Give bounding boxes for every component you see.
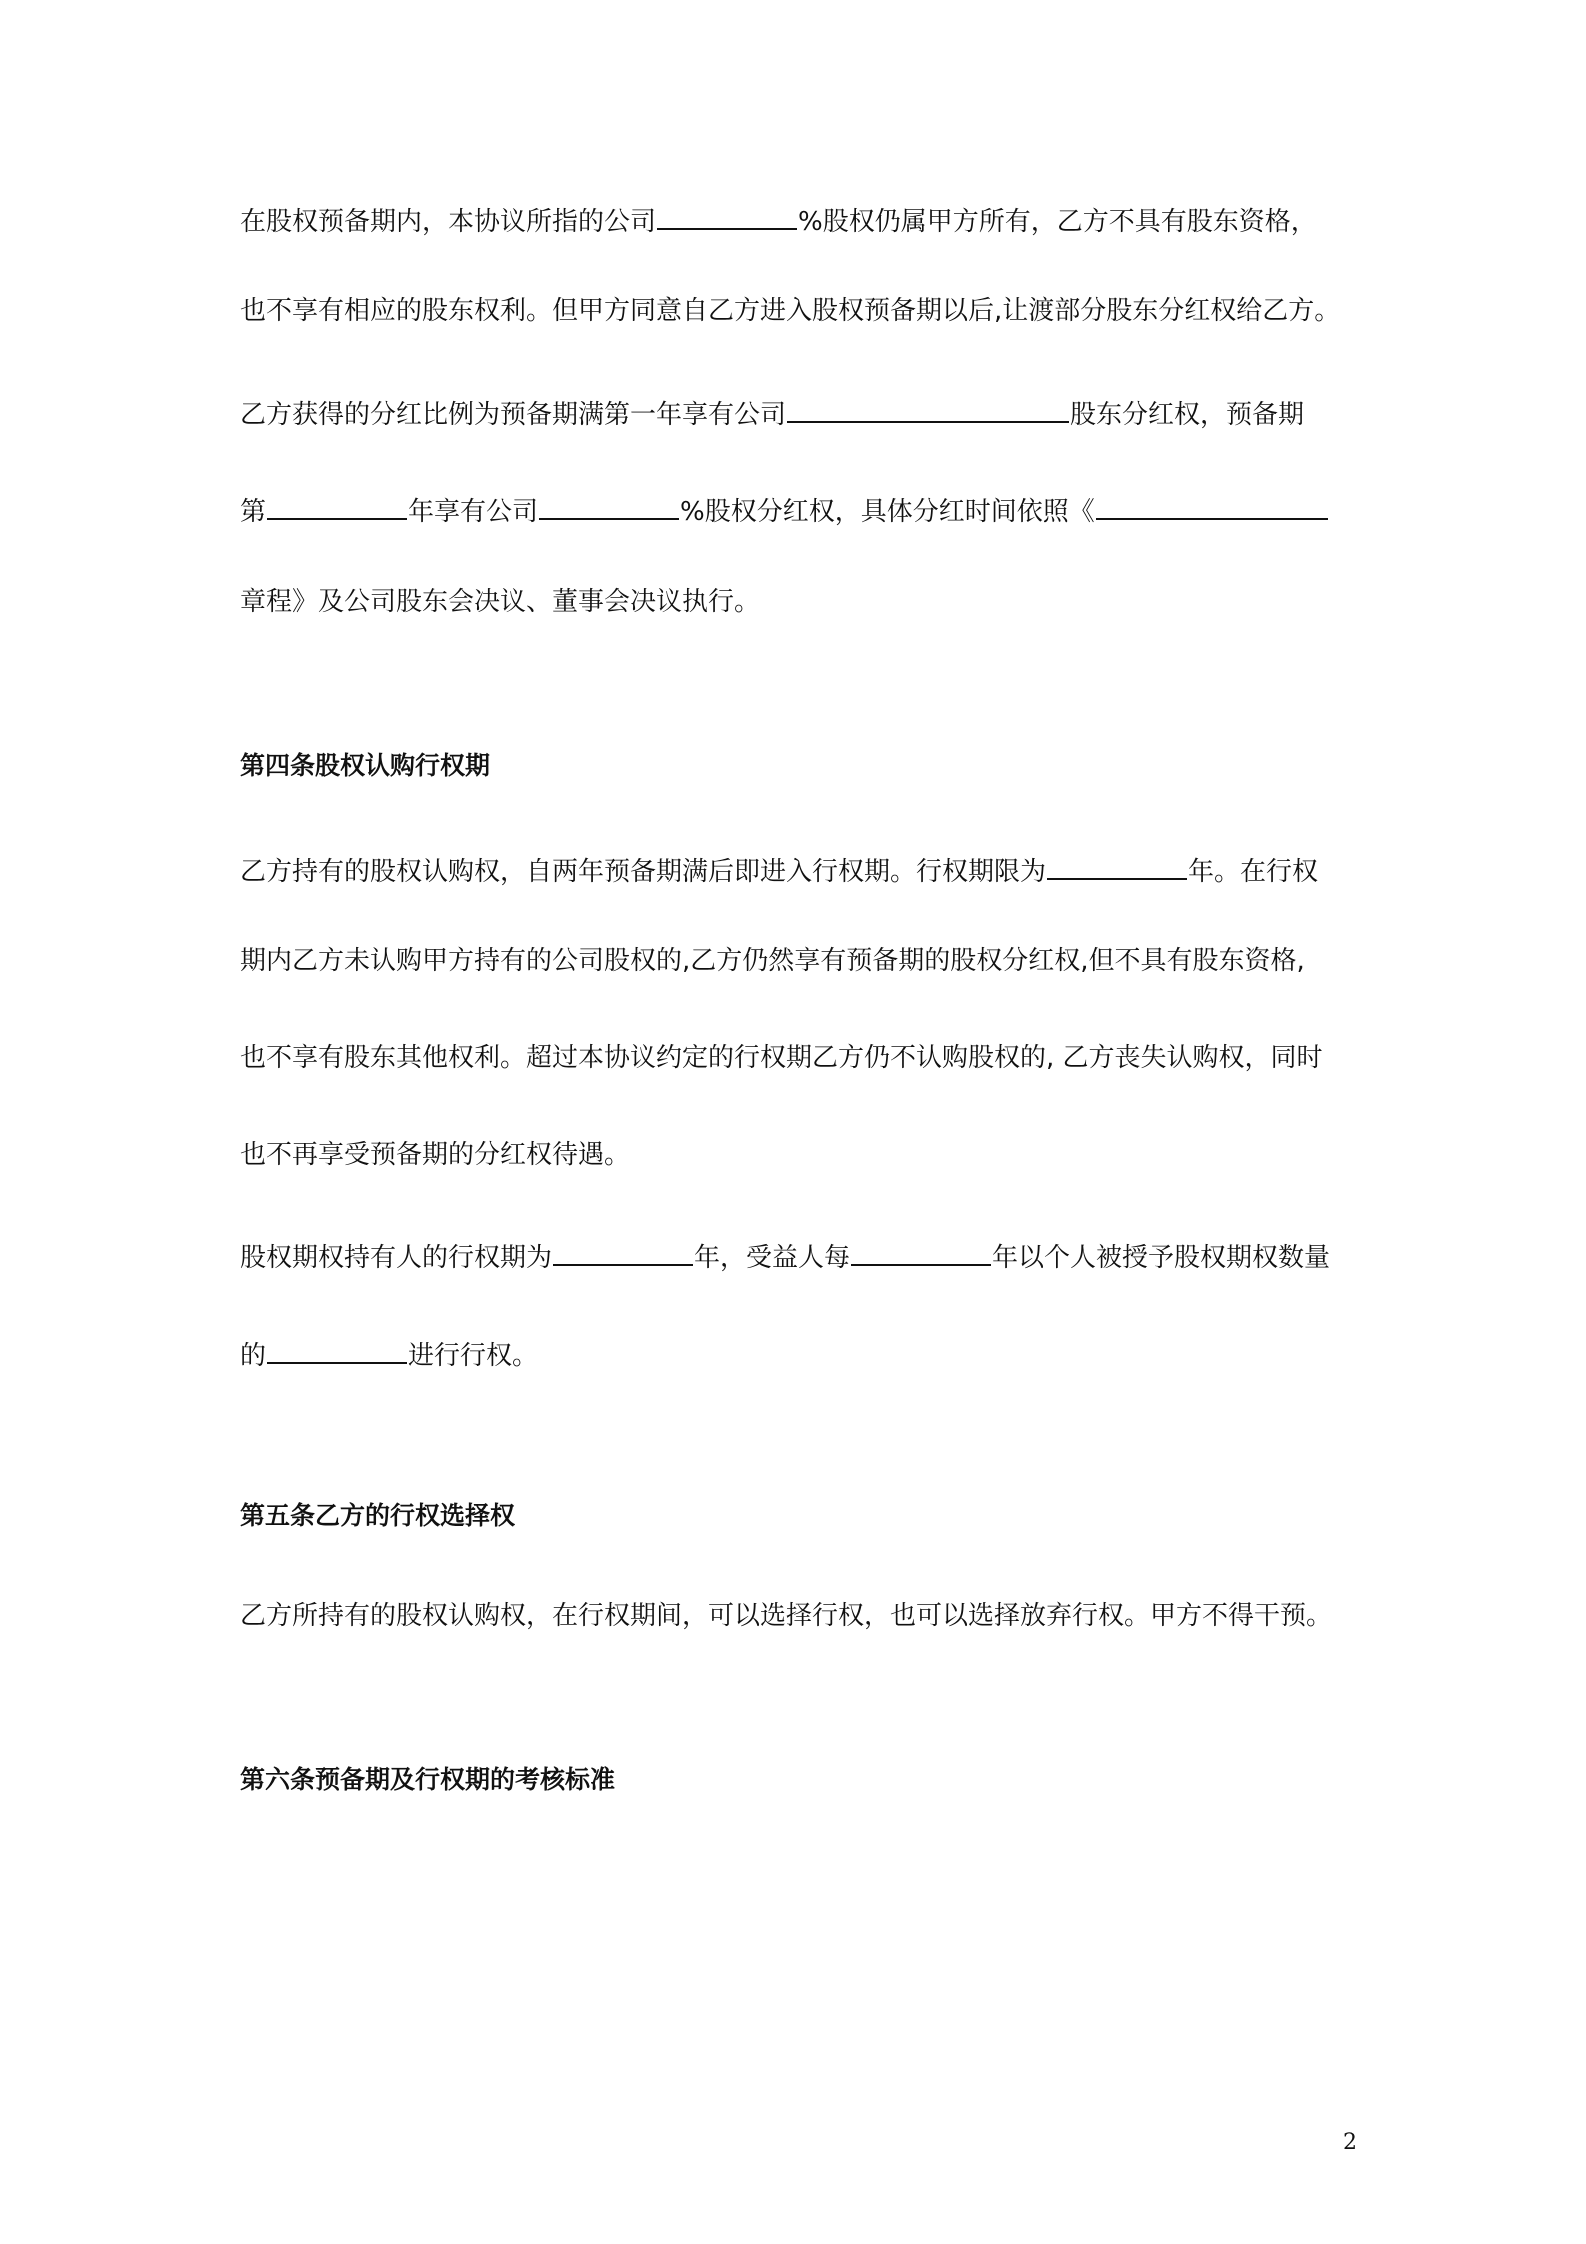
paragraph-line — [240, 1137, 1360, 1173]
text-segment: 股东分红权，预备期 — [1070, 400, 1305, 430]
paragraph-line — [240, 293, 1360, 329]
text-segment: 乙方获得的分红比例为预备期满第一年享有公司 — [240, 400, 787, 430]
fill-blank — [553, 1236, 693, 1266]
section-heading: 第四条股权认购行权期 — [240, 751, 491, 780]
text-segment: %股权分红权，具体分红时间依照《 — [680, 497, 1095, 527]
text-segment: 乙方所持有的股权认购权，在行权期间，可以选择行权，也可以选择放弃行权。甲方不得干预。 — [240, 1601, 1333, 1631]
page-number: 2 — [1343, 2130, 1357, 2155]
paragraph-line — [240, 943, 1360, 979]
paragraph-line — [240, 850, 1360, 890]
text-segment: 股权期权持有人的行权期为 — [240, 1243, 553, 1273]
paragraph-line — [240, 1598, 1360, 1634]
text-segment: 年。在行权 — [1188, 857, 1319, 887]
paragraph-line — [240, 200, 1360, 240]
text-segment: 也不享有股东其他权利。超过本协议约定的行权期乙方仍不认购股权的, 乙方丧失认购权，同时 — [240, 1043, 1323, 1073]
text-segment: 也不享有相应的股东权利。但甲方同意自乙方进入股权预备期以后,让渡部分股东分红权给乙方。 — [240, 296, 1341, 326]
section-heading: 第五条乙方的行权选择权 — [240, 1501, 516, 1530]
fill-blank — [787, 393, 1069, 423]
fill-blank — [851, 1236, 991, 1266]
text-segment: 进行行权。 — [408, 1341, 539, 1371]
text-segment: 期内乙方未认购甲方持有的公司股权的,乙方仍然享有预备期的股权分红权,但不具有股东资格, — [240, 946, 1305, 976]
text-segment: 的 — [240, 1341, 267, 1371]
paragraph-line — [240, 393, 1360, 433]
text-segment: 也不再享受预备期的分红权待遇。 — [240, 1140, 631, 1170]
fill-blank — [1047, 850, 1187, 880]
paragraph-line — [240, 490, 1360, 530]
text-segment: 年以个人被授予股权期权数量 — [992, 1243, 1331, 1273]
fill-blank — [267, 490, 407, 520]
text-segment: 乙方持有的股权认购权，自两年预备期满后即进入行权期。行权期限为 — [240, 857, 1047, 887]
text-segment: 章程》及公司股东会决议、董事会决议执行。 — [240, 587, 761, 617]
text-segment: 年，受益人每 — [694, 1243, 851, 1273]
fill-blank — [1096, 490, 1328, 520]
paragraph-line — [240, 584, 1360, 620]
text-segment: 在股权预备期内，本协议所指的公司 — [240, 207, 657, 237]
section-heading: 第六条预备期及行权期的考核标准 — [240, 1765, 616, 1794]
text-segment: %股权仍属甲方所有，乙方不具有股东资格， — [798, 207, 1317, 237]
paragraph-line — [240, 1040, 1360, 1076]
fill-blank — [267, 1334, 407, 1364]
fill-blank — [539, 490, 679, 520]
paragraph-line — [240, 1334, 1360, 1374]
fill-blank — [657, 200, 797, 230]
text-segment: 年享有公司 — [408, 497, 539, 527]
paragraph-line — [240, 1236, 1360, 1276]
text-segment: 第 — [240, 497, 267, 527]
